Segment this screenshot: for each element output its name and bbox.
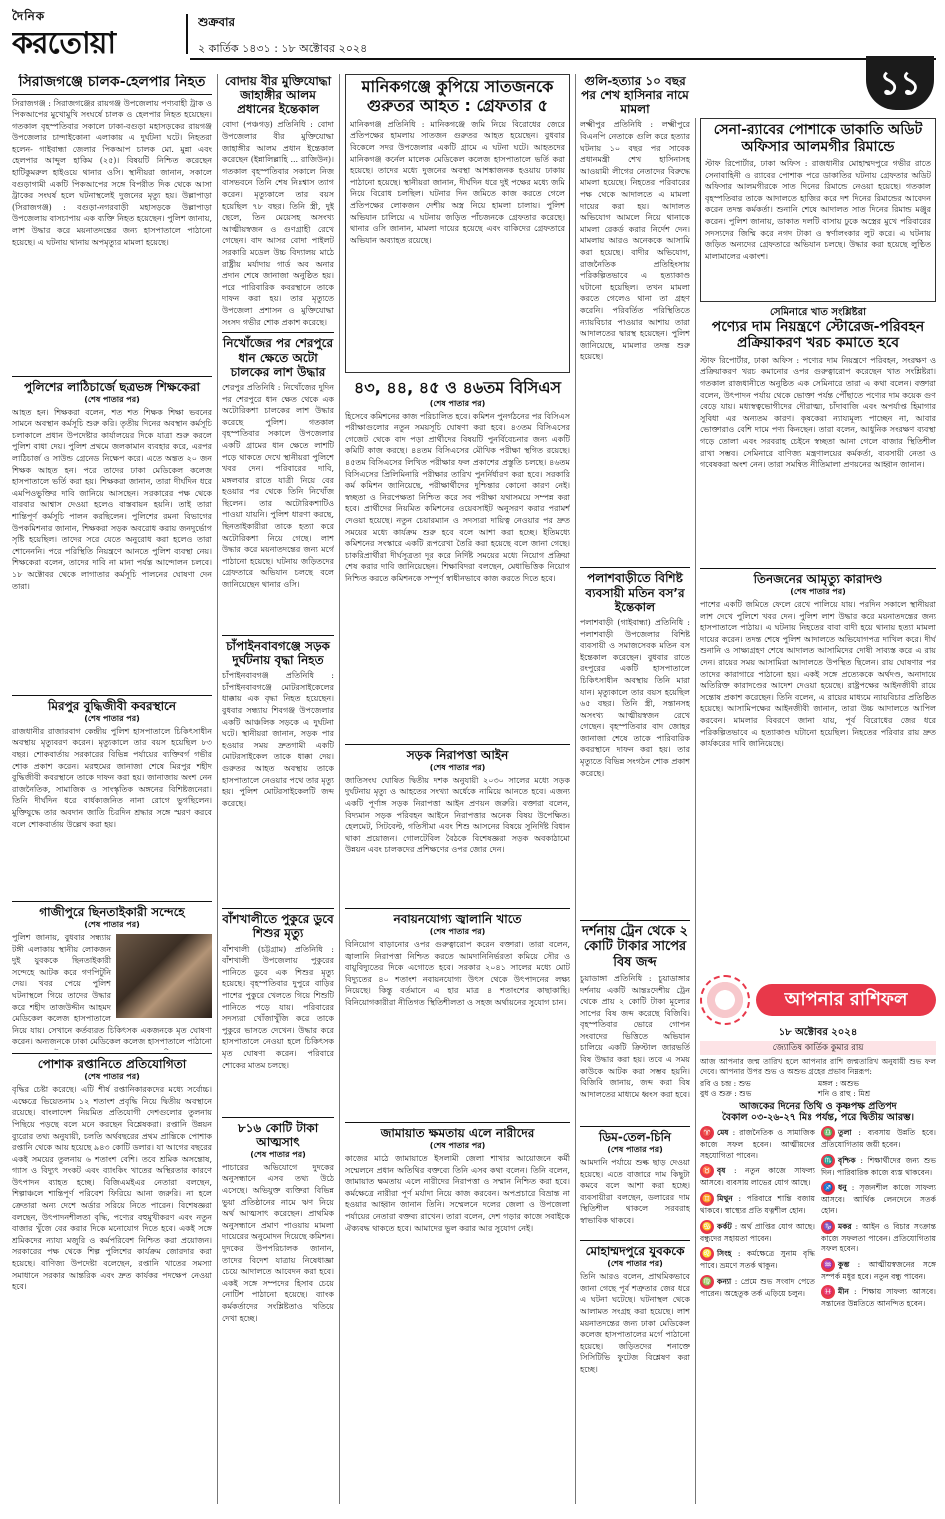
divider	[345, 1122, 570, 1123]
article-byline: (শেষ পাতার পর)	[84, 919, 140, 929]
article-headline: বোদায় বীর মুক্তিযোদ্ধা জাহাঙ্গীর আলম প্রধানের ইন্তেকাল	[224, 74, 332, 117]
zodiac-column-right	[821, 1126, 936, 1313]
tithi-time: বৈকাল ০৩-২৬-২৭ মিঃ পর্যন্ত, পরে দ্বিতীয় আরম্ভ।	[721, 1112, 915, 1124]
article-headline: পলাশবাড়ীতে বিশিষ্ট ব্যবসায়ী মতিন বস’র ইন্তেকাল	[585, 571, 685, 614]
article-headline: গাজীপুরে ছিনতাইকারী সন্দেহে	[39, 904, 185, 919]
divider	[222, 1117, 334, 1118]
zodiac-entry: ♑ মকর : আইন ও বিচার সংক্রান্ত কাজে সফলতা পাবেন। প্রতিযোগিতায় সফল হবেন।	[821, 1221, 936, 1254]
center-column	[345, 74, 570, 1509]
column-5	[700, 118, 936, 1513]
divider	[222, 332, 334, 333]
article-byline: (শেষ পাতার পর)	[429, 762, 486, 772]
article-with-photo	[12, 932, 212, 1050]
article-body: জাতিসংঘ ঘোষিত দ্বিতীয় দশক অনুযায়ী ২০৩০ সালের মধ্যে সড়ক দুর্ঘটনায় মৃত্যু ও আহতের সংখ্যা অর্ধেকে নামিয়ে আনতে হবে। এজন্য একটি পূর্ণাঙ্গ সড়ক নিরাপত্তা আইন প্রণয়ন জরুরি। বক্তারা বলেন, বিদ্যমান সড়ক পরিবহন আইনে নিরাপত্তার অনেক বিষয় উপেক্ষিত। হেলমেট, সিটবেল্ট, গতিসীমা এবং শিশু আসনের বিষয়ে সুনির্দিষ্ট বিধান থাকা প্রয়োজন। গোলটেবিল বৈঠকে বিশেষজ্ঞরা সড়ক অবকাঠামো উন্নয়ন এবং চালকদের প্রশিক্ষণের ওপর জোর দেন।	[345, 775, 570, 855]
article-byline: (শেষ পাতার পর)	[429, 926, 486, 936]
gemini-icon: ♊	[700, 1192, 714, 1206]
article-box	[700, 118, 936, 302]
article-byline: (শেষ পাতার পর)	[250, 1149, 306, 1159]
article-body: বাঁশখালী (চট্টগ্রাম) প্রতিনিধি : বাঁশখালী উপজেলায় পুকুরের পানিতে ডুবে এক শিশুর মৃত্যু হয়েছে। বৃহস্পতিবার দুপুরে বাড়ির পাশের পুকুরে খেলতে গিয়ে শিশুটি পানিতে পড়ে যায়। পরিবারের সদস্যরা খোঁজাখুঁজি করে তাকে পুকুরে ভাসতে দেখেন। উদ্ধার করে হাসপাতালে নেওয়া হলে চিকিৎসক মৃত ঘোষণা করেন। পরিবারে শোকের মাতম চলছে।	[222, 944, 334, 1070]
article-headline: গুলি-হত্যার ১০ বছর পর শেখ হাসিনার নামে মামলা	[581, 74, 689, 117]
zodiac-entry: ♈ মেষ : রাজনৈতিক ও সামাজিক কাজে সফল হবেন। আত্মীয়দের সহযোগিতা পাবেন।	[700, 1128, 815, 1160]
article-body: তিনি আরও বলেন, প্রাথমিকভাবে জানা গেছে পূর্ব শত্রুতার জের ধরে এ ঘটনা ঘটেছে। ঘটনাস্থল থেকে আলামত সংগ্রহ করা হয়েছে। লাশ ময়নাতদন্তের জন্য ঢাকা মেডিকেল কলেজ হাসপাতালের মর্গে পাঠানো হয়েছে। জড়িতদের শনাক্তে সিসিটিভি ফুটেজ বিশ্লেষণ করা হচ্ছে।	[580, 1272, 690, 1374]
horoscope-intro: আজ আপনার জন্ম তারিখ হলে আপনার রাশি জন্মতারিখ অনুযায়ী শুভ ফল দেবে। আপনার উপর শুভ ও অশুভ গ্রহের প্রভাব নিম্নরূপ:	[700, 1056, 936, 1076]
divider	[12, 901, 212, 902]
column-1	[12, 74, 212, 1509]
lead-headline: মানিকগঞ্জে কুপিয়ে সাতজনকে গুরুতর আহত : গ্রেফতার ৫	[361, 77, 554, 115]
divider	[222, 908, 334, 909]
article-body: আহত হন। শিক্ষকরা বলেন, শত শত শিক্ষক শিক্ষা ভবনের সামনে অবস্থান কর্মসূচি শুরু করি। তৃতীয় দিনের অবস্থান কর্মসূচি চলাকালে প্রধান উপদেষ্টার কার্যালয়ের দিকে যাত্রা শুরু করলে পুলিশ বাধা দেয়। পুলিশ প্রথমে জলকামান ব্যবহার করে, এরপর লাঠিচার্জ ও সাউন্ড গ্রেনেড নিক্ষেপ করে। এতে অন্তত ২০ জন শিক্ষক আহত হন। পরে তাদের ঢাকা মেডিকেল কলেজ হাসপাতালে ভর্তি করা হয়। শিক্ষকরা জানান, তারা দীর্ঘদিন ধরে এমপিওভুক্তির দাবি জানিয়ে আসছেন। সরকারের পক্ষ থেকে বারবার আশ্বাস দেওয়া হলেও বাস্তবায়ন হয়নি। তাই তারা শান্তিপূর্ণ কর্মসূচি পালন করছিলেন। পুলিশের রমনা বিভাগের উপকমিশনার জানান, শিক্ষকরা সড়ক অবরোধ করায় জনদুর্ভোগ সৃষ্টি হয়েছিল। তাদের সরে যেতে অনুরোধ করা হলেও তারা শোনেননি। পরে পরিস্থিতি নিয়ন্ত্রণে আনতে পুলিশ ব্যবস্থা নেয়। শিক্ষকেরা বলেন, তাদের দাবি না মানা পর্যন্ত আন্দোলন চলবে। ১৮ অক্টোবর থেকে লাগাতার কর্মসূচি পালনের ঘোষণা দেন তারা।	[12, 407, 212, 591]
column-2	[222, 74, 334, 1509]
divider	[580, 920, 690, 921]
article-body: শেরপুর প্রতিনিধি : নিখোঁজের দুদিন পর শেরপুরে ধান ক্ষেত থেকে এক অটোরিকশা চালকের লাশ উদ্ধার করেছে পুলিশ। গতকাল বৃহস্পতিবার সকালে উপজেলার একটি গ্রামের ধান ক্ষেতে লাশটি পড়ে থাকতে দেখে স্থানীয়রা পুলিশে খবর দেন। পরিবারের দাবি, মঙ্গলবার রাতে যাত্রী নিয়ে বের হওয়ার পর থেকে তিনি নিখোঁজ ছিলেন। তার অটোরিকশাটিও পাওয়া যায়নি। পুলিশ ধারণা করছে, ছিনতাইকারীরা তাকে হত্যা করে অটোরিকশা নিয়ে গেছে। লাশ উদ্ধার করে ময়নাতদন্তের জন্য মর্গে পাঠানো হয়েছে। ঘটনায় জড়িতদের গ্রেফতারে অভিযান চলছে বলে জানিয়েছেন থানার ওসি।	[222, 382, 334, 590]
article-headline: পুলিশের লাঠিচার্জে ছত্রভঙ্গ শিক্ষকেরা	[24, 379, 200, 394]
libra-icon: ♎	[821, 1126, 835, 1140]
column-4	[580, 74, 690, 1509]
article-body: হিসেবে কমিশনের কাজ পরিচালিত হবে। কমিশন পুনর্গঠনের পর বিসিএস পরীক্ষাগুলোর নতুন সময়সূচি ঘোষণা করা হবে। ৪৩তম বিসিএসের গেজেট থেকে বাদ পড়া প্রার্থীদের বিষয়টি পুনর্বিবেচনার জন্য একটি কমিটি কাজ করছে। ৪৪তম বিসিএসের মৌখিক পরীক্ষা স্থগিত রয়েছে। ৪৫তম বিসিএসের লিখিত পরীক্ষার ফল প্রকাশের প্রস্তুতি চলছে। ৪৬তম বিসিএসের প্রিলিমিনারি পরীক্ষার তারিখ পুনর্নির্ধারণ করা হবে। সরকারি কর্ম কমিশন জানিয়েছে, পরীক্ষার্থীদের দুশ্চিন্তার কোনো কারণ নেই। স্বচ্ছতা ও নিরপেক্ষতা নিশ্চিত করে সব পরীক্ষা যথাসময়ে সম্পন্ন করা হবে। প্রার্থীদের নিয়মিত কমিশনের ওয়েবসাইট অনুসরণ করার পরামর্শ দেওয়া হয়েছে। নতুন চেয়ারম্যান ও সদস্যরা দায়িত্ব নেওয়ার পর দ্রুত সময়ের মধ্যে কার্যক্রম শুরু হবে বলে আশা করা হচ্ছে। ইতিমধ্যে কমিশনের সংস্কারে একটি রূপরেখা তৈরি করা হয়েছে বলে জানা গেছে। চাকরিপ্রার্থীরা দীর্ঘসূত্রতা দূর করে নির্দিষ্ট সময়ের মধ্যে নিয়োগ প্রক্রিয়া শেষ করার দাবি জানিয়েছেন। শিক্ষাবিদরা বলছেন, মেধাভিত্তিক নিয়োগ নিশ্চিত করতে কমিশনকে সম্পূর্ণ স্বাধীনভাবে কাজ করতে দিতে হবে।	[345, 411, 570, 583]
planet-list	[700, 1079, 936, 1099]
zodiac-entry: ♊ মিথুন : পরিবারে শান্তি বজায় থাকবে। স্বাস্থ্যের প্রতি যত্নশীল হোন।	[700, 1194, 815, 1215]
news-photo	[116, 934, 212, 1018]
aries-icon: ♈	[700, 1126, 714, 1140]
zodiac-entry: ♍ কন্যা : প্রেমে শুভ সংবাদ পেতে পারেন। অহেতুক তর্ক এড়িয়ে চলুন।	[700, 1276, 815, 1298]
divider	[700, 568, 936, 569]
article-byline: (শেষ পাতার পর)	[84, 394, 140, 404]
article-headline: নবায়নযোগ্য জ্বালানি খাতে	[393, 911, 522, 926]
planet-item: মঙ্গল : অশুভ	[818, 1078, 860, 1088]
pisces-icon: ♓	[821, 1285, 835, 1299]
article-byline: (শেষ পাতার পর)	[429, 398, 486, 408]
zodiac-entry: ♓ মীন : শিক্ষায় সাফল্য আসবে। সন্তানের উন্নতিতে আনন্দিত হবেন।	[821, 1287, 936, 1309]
article-byline: (শেষ পাতার পর)	[84, 713, 140, 723]
horoscope-author: জ্যোতিষ কার্তিক কুমার রায়	[700, 1041, 936, 1055]
zodiac-wheel-icon	[700, 975, 750, 1025]
zodiac-entry: ♎ তুলা : ব্যবসায় উন্নতি হবে। প্রতিযোগিতায় জয়ী হবেন।	[821, 1128, 936, 1150]
article-body: স্টাফ রিপোর্টার, ঢাকা অফিস : রাজধানীর মোহাম্মদপুরে গভীর রাতে সেনাবাহিনী ও র‌্যাবের পোশাক পরে ডাকাতির ঘটনায় গ্রেফতার অডিট অফিসার আলমগীরকে সাত দিনের রিমান্ডে নেওয়া হয়েছে। গতকাল বৃহস্পতিবার তাকে আদালতে হাজির করে দশ দিনের রিমান্ডের আবেদন করেন তদন্ত কর্মকর্তা। শুনানি শেষে আদালত সাত দিনের রিমান্ড মঞ্জুর করেন। পুলিশ জানায়, ডাকাত দলটি বাসায় ঢুকে অস্ত্রের মুখে পরিবারের সদস্যদের জিম্মি করে নগদ টাকা ও স্বর্ণালংকার লুট করে। এ ঘটনায় জড়িত অন্যদের গ্রেফতারে অভিযান চলছে। উদ্ধার করা হয়েছে লুণ্ঠিত মালামালের একাংশ।	[705, 159, 931, 261]
horoscope-date: ১৮ অক্টোবর ২০২৪	[778, 1027, 858, 1039]
taurus-icon: ♉	[700, 1164, 714, 1178]
article-byline: (শেষ পাতার পর)	[607, 1145, 663, 1155]
capricorn-icon: ♑	[821, 1220, 835, 1234]
article-headline: নিখোঁজের পর শেরপুরে ধান ক্ষেতে অটো চালকের লাশ উদ্ধার	[222, 336, 334, 379]
article-headline: সেনা-র‌্যাবের পোশাকে ডাকাতি অডিট অফিসার আলমগীর রিমান্ডে	[713, 122, 923, 155]
column-rule	[339, 74, 340, 1504]
article-byline: (শেষ পাতার পর)	[790, 587, 846, 597]
article-body: কাজের মাঠে জামায়াতে ইসলামী জেলা শাখার আয়োজনে কর্মী সম্মেলনে প্রধান অতিথির বক্তব্যে তিনি এসব কথা বলেন। তিনি বলেন, জামায়াত ক্ষমতায় এলে নারীদের নিরাপত্তা ও সম্মান নিশ্চিত করা হবে। কর্মক্ষেত্রে নারীরা পূর্ণ মর্যাদা নিয়ে কাজ করবেন। অপপ্রচারে বিভ্রান্ত না হওয়ার আহ্বান জানান তিনি। সম্মেলনে দলের জেলা ও উপজেলা পর্যায়ের নেতারা বক্তব্য রাখেন। তারা বলেন, দেশ গড়ার কাজে সবাইকে ঐক্যবদ্ধ থাকতে হবে। আমাদের ভুল করার আর সুযোগ নেই।	[345, 1154, 570, 1233]
zodiac-entry: ♐ ধনু : সৃজনশীল কাজে সাফল্য আসবে। আর্থিক লেনদেনে সতর্ক হোন।	[821, 1183, 936, 1215]
article-body: স্টাফ রিপোর্টার, ঢাকা অফিস : পণ্যের দাম নিয়ন্ত্রণে পরিবহন, সংরক্ষণ ও প্রক্রিয়াকরণ খরচ কমানোর ওপর গুরুত্বারোপ করেছেন খাত সংশ্লিষ্টরা। গতকাল রাজধানীতে অনুষ্ঠিত এক সেমিনারে তারা এ কথা বলেন। বক্তারা বলেন, উৎপাদন পর্যায় থেকে ভোক্তা পর্যন্ত পৌঁছাতে পণ্যের দাম কয়েক গুণ বেড়ে যায়। মধ্যস্বত্বভোগীদের দৌরাত্ম্য, চাঁদাবাজি এবং অপর্যাপ্ত হিমাগার সুবিধা এর অন্যতম কারণ। কৃষকেরা ন্যায্যমূল্য পাচ্ছেন না, আবার ভোক্তারাও বেশি দামে পণ্য কিনছেন। তারা বলেন, আধুনিক সংরক্ষণ ব্যবস্থা গড়ে তোলা এবং সরবরাহ চেইনে স্বচ্ছতা আনা গেলে বাজার স্থিতিশীল রাখা সম্ভব। সেমিনারে বাণিজ্য মন্ত্রণালয়ের কর্মকর্তা, ব্যবসায়ী নেতা ও গবেষকরা অংশ নেন। তারা সমন্বিত নীতিমালা প্রণয়নের আহ্বান জানান।	[700, 355, 936, 470]
zodiac-entry: ♋ কর্কট : অর্থ প্রাপ্তির যোগ আছে। বন্ধুদের সহায়তা পাবেন।	[700, 1221, 815, 1243]
article-headline: সড়ক নিরাপত্তা আইন	[406, 747, 509, 762]
article-body: বৃদ্ধির চেষ্টা করেছে। এটি শীর্ষ রপ্তানিকারকদের মধ্যে সর্বোচ্চ। এক্ষেত্রে ভিয়েতনাম ১২ শতাংশ প্রবৃদ্ধি নিয়ে দ্বিতীয় অবস্থানে রয়েছে। বাংলাদেশ নিয়মিত প্রতিযোগী দেশগুলোর তুলনায় পিছিয়ে পড়ছে বলে মনে করছেন বিশ্লেষকরা। রপ্তানি উন্নয়ন ব্যুরোর তথ্য অনুযায়ী, চলতি অর্থবছরের প্রথম প্রান্তিকে পোশাক রপ্তানি থেকে আয় হয়েছে ৯৪৩ কোটি ডলার। যা আগের বছরের একই সময়ের তুলনায় ৬ শতাংশ বেশি। তবে শ্রমিক অসন্তোষ, গ্যাস ও বিদ্যুৎ সংকট এবং ব্যাংকিং খাতের অস্থিরতার কারণে উৎপাদন ব্যাহত হচ্ছে। বিজিএমইএর নেতারা বলছেন, শিল্পাঞ্চলে শান্তিপূর্ণ পরিবেশ ফিরিয়ে আনা জরুরি। না হলে ক্রেতারা অন্য দেশে অর্ডার সরিয়ে নিতে পারেন। বিশেষজ্ঞরা বলছেন, উৎপাদনশীলতা বৃদ্ধি, পণ্যের বহুমুখীকরণ এবং নতুন বাজার খুঁজে বের করার দিকে মনোযোগ দিতে হবে। একই সঙ্গে শ্রমিকদের ন্যায্য মজুরি ও কর্মপরিবেশ নিশ্চিত করা প্রয়োজন। সরকারের পক্ষ থেকে শিল্প পুলিশের কার্যক্রম জোরদার করা হয়েছে। বাণিজ্য উপদেষ্টা বলেছেন, রপ্তানি খাতের সমস্যা সমাধানে সরকার আন্তরিক এবং দ্রুত কার্যকর পদক্ষেপ নেওয়া হবে।	[12, 1085, 212, 1292]
article-headline: ৪৩, ৪৪, ৪৫ ও ৪৬তম বিসিএস	[353, 377, 562, 397]
article-body: পাচারের অভিযোগে দুদকের অনুসন্ধানে এসব তথ্য উঠে এসেছে। অভিযুক্ত ব্যক্তিরা বিভিন্ন ভুয়া প্রতিষ্ঠানের নামে ঋণ নিয়ে অর্থ আত্মসাৎ করেছেন। প্রাথমিক অনুসন্ধানে প্রমাণ পাওয়ায় মামলা দায়েরের অনুমোদন দিয়েছে কমিশন। দুদকের উপপরিচালক জানান, তাদের বিদেশ যাত্রায় নিষেধাজ্ঞা চেয়ে আদালতে আবেদন করা হবে। একই সঙ্গে সম্পদের হিসাব চেয়ে নোটিশ পাঠানো হয়েছে। ব্যাংক কর্মকর্তাদের সংশ্লিষ্টতাও খতিয়ে দেখা হচ্ছে।	[222, 1162, 334, 1323]
column-rule	[575, 74, 576, 1504]
sagittarius-icon: ♐	[821, 1181, 835, 1195]
lead-story-box	[345, 74, 570, 373]
aquarius-icon: ♒	[821, 1258, 835, 1272]
zodiac-column-left	[700, 1126, 815, 1313]
divider	[222, 635, 334, 636]
article-body: পলাশবাড়ী (গাইবান্ধা) প্রতিনিধি : পলাশবাড়ী উপজেলার বিশিষ্ট ব্যবসায়ী ও সমাজসেবক মতিন বস ইন্তেকাল করেছেন। বুধবার রাতে রংপুরের একটি হাসপাতালে চিকিৎসাধীন অবস্থায় তিনি মারা যান। মৃত্যুকালে তার বয়স হয়েছিল ৬৫ বছর। তিনি স্ত্রী, সন্তানসহ অসংখ্য আত্মীয়স্বজন রেখে গেছেন। বৃহস্পতিবার বাদ জোহর জানাজা শেষে তাকে পারিবারিক কবরস্থানে দাফন করা হয়। তার মৃত্যুতে বিভিন্ন সংগঠন শোক প্রকাশ করেছে।	[580, 617, 690, 778]
article-body: চাঁপাইনবাবগঞ্জ প্রতিনিধি : চাঁপাইনবাবগঞ্জে মোটরসাইকেলের ধাক্কায় এক বৃদ্ধা নিহত হয়েছেন। বুধবার সন্ধ্যায় শিবগঞ্জ উপজেলার একটি আঞ্চলিক সড়কে এ দুর্ঘটনা ঘটে। স্থানীয়রা জানান, সড়ক পার হওয়ার সময় দ্রুতগামী একটি মোটরসাইকেল তাকে ধাক্কা দেয়। গুরুতর আহত অবস্থায় তাকে হাসপাতালে নেওয়ার পথে তার মৃত্যু হয়। পুলিশ মোটরসাইকেলটি জব্দ করেছে।	[222, 671, 334, 808]
article-headline: চাঁপাইনবাবগঞ্জে সড়ক দুর্ঘটনায় বৃদ্ধা নিহত	[226, 638, 330, 668]
page-number: ১১	[866, 56, 934, 110]
article-headline: বাঁশখালীতে পুকুরে ডুবে শিশুর মৃত্যু	[222, 912, 334, 941]
article-headline: মোহাম্মদপুরে যুবককে	[585, 1244, 685, 1259]
article-byline: (শেষ পাতার পর)	[84, 1072, 140, 1082]
masthead-date: ২ কার্তিক ১৪৩১ : ১৮ অক্টোবর ২০২৪	[198, 42, 368, 55]
brand-top: দৈনিক	[12, 9, 46, 23]
scorpio-icon: ♏	[821, 1154, 835, 1168]
article-kicker: সেমিনারে খাত সংশ্লিষ্টরা	[769, 307, 867, 319]
article-body: রাজধানীর রাজারবাগ কেন্দ্রীয় পুলিশ হাসপাতালে চিকিৎসাধীন অবস্থায় মৃত্যুবরণ করেন। মৃত্যুকালে তার বয়স হয়েছিল ৮৩ বছর। শোকবার্তায় সরকারের বিভিন্ন পর্যায়ের ব্যক্তিবর্গ গভীর শোক প্রকাশ করেন। মরহুমের জানাজা শেষে মিরপুর শহীদ বুদ্ধিজীবী কবরস্থানে তাকে দাফন করা হয়। জানাজায় অংশ নেন রাজনৈতিক, সামাজিক ও সাংস্কৃতিক অঙ্গনের বিশিষ্টজনেরা। তিনি দীর্ঘদিন ধরে বার্ধক্যজনিত নানা রোগে ভুগছিলেন। মুক্তিযুদ্ধে তার অবদান জাতি চিরদিন শ্রদ্ধার সঙ্গে স্মরণ করবে বলে শোকবার্তায় উল্লেখ করা হয়।	[12, 726, 212, 829]
masthead-rule	[190, 58, 936, 60]
divider	[345, 744, 570, 745]
article-headline: সিরাজগঞ্জে চালক-হেলপার নিহত	[12, 74, 212, 95]
divider	[580, 567, 690, 568]
divider	[580, 1240, 690, 1241]
virgo-icon: ♍	[700, 1275, 714, 1289]
divider	[12, 695, 212, 696]
article-body: পাশের একটি জমিতে ফেলে রেখে পালিয়ে যায়। পরদিন সকালে স্থানীয়রা লাশ দেখে পুলিশে খবর দেন। পুলিশ লাশ উদ্ধার করে ময়নাতদন্তের জন্য হাসপাতালে পাঠায়। এ ঘটনায় নিহতের বাবা বাদী হয়ে থানায় হত্যা মামলা দায়ের করেন। তদন্ত শেষে পুলিশ আদালতে অভিযোগপত্র দাখিল করে। দীর্ঘ শুনানি ও সাক্ষ্যগ্রহণ শেষে আদালত আসামিদের দোষী সাব্যস্ত করে এ রায় দেন। রায়ের সময় আসামিরা আদালতে উপস্থিত ছিলেন। রায় ঘোষণার পর তাদের কারাগারে পাঠানো হয়। একই সঙ্গে প্রত্যেককে অর্থদণ্ড, অনাদায়ে অতিরিক্ত কারাদণ্ডের আদেশ দেওয়া হয়েছে। রাষ্ট্রপক্ষের আইনজীবী রায়ে সন্তোষ প্রকাশ করেছেন। তিনি বলেন, এ রায়ের মাধ্যমে ন্যায়বিচার প্রতিষ্ঠিত হয়েছে। আসামিপক্ষের আইনজীবী জানান, তারা উচ্চ আদালতে আপিল করবেন। মামলার বিবরণে জানা যায়, পূর্ব বিরোধের জের ধরে পরিকল্পিতভাবে এ হত্যাকাণ্ড ঘটানো হয়েছিল। নিহতের পরিবার রায় দ্রুত কার্যকরের দাবি জানিয়েছে।	[700, 600, 936, 749]
brand-name: করতোয়া	[12, 26, 116, 61]
article-body: বিনিয়োগ বাড়ানোর ওপর গুরুত্বারোপ করেন বক্তারা। তারা বলেন, জ্বালানি নিরাপত্তা নিশ্চিত করতে আমদানিনির্ভরতা কমিয়ে সৌর ও বায়ুবিদ্যুতের দিকে এগোতে হবে। সরকার ২০৪১ সালের মধ্যে মোট বিদ্যুতের ৪০ শতাংশ নবায়নযোগ্য উৎস থেকে উৎপাদনের লক্ষ্য নিয়েছে। কিন্তু বর্তমানে এ হার মাত্র ৪ শতাংশের কাছাকাছি। বিনিয়োগকারীরা নীতিগত স্থিতিশীলতা ও সহজ অর্থায়নের সুযোগ চান।	[345, 939, 570, 1007]
article-headline: দর্শনায় ট্রেন থেকে ২ কোটি টাকার সাপের বিষ জব্দ	[581, 923, 688, 970]
divider	[580, 1126, 690, 1127]
zodiac-grid	[700, 1126, 936, 1313]
divider	[12, 376, 212, 377]
article-body: বোদা (পঞ্চগড়) প্রতিনিধি : বোদা উপজেলার বীর মুক্তিযোদ্ধা জাহাঙ্গীর আলম প্রধান ইন্তেকাল করেছেন (ইন্নালিল্লাহি ... রাজিউন)। গতকাল বৃহস্পতিবার সকালে নিজ বাসভবনে তিনি শেষ নিঃশ্বাস ত্যাগ করেন। মৃত্যুকালে তার বয়স হয়েছিল ৭৮ বছর। তিনি স্ত্রী, দুই ছেলে, তিন মেয়েসহ অসংখ্য আত্মীয়স্বজন ও গুণগ্রাহী রেখে গেছেন। বাদ আসর বোদা পাইলট সরকারি মডেল উচ্চ বিদ্যালয় মাঠে রাষ্ট্রীয় মর্যাদায় গার্ড অব অনার প্রদান শেষে জানাজা অনুষ্ঠিত হয়। পরে পারিবারিক কবরস্থানে তাকে দাফন করা হয়। তার মৃত্যুতে উপজেলা প্রশাসন ও মুক্তিযোদ্ধা সংসদ গভীর শোক প্রকাশ করেছে।	[222, 120, 334, 327]
article-body: সিরাজগঞ্জ : সিরাজগঞ্জের রায়গঞ্জ উপজেলায় পণ্যবাহী ট্রাক ও পিকআপের মুখোমুখি সংঘর্ষে চালক ও হেলপার নিহত হয়েছেন। গতকাল বৃহস্পতিবার সকালে ঢাকা-বগুড়া মহাসড়কের রায়গঞ্জ উপজেলার চান্দাইকোনা এলাকায় এ দুর্ঘটনা ঘটে। নিহতরা হলেন- গাইবান্ধা জেলার পিকআপ চালক মো. মুন্না এবং হেলপার আব্দুল হাকিম (২৫)। বিষয়টি নিশ্চিত করেছেন হাটিকুমরুল হাইওয়ে থানার ওসি। স্থানীয়রা জানান, সকালে বগুড়াগামী একটি পিকআপের সঙ্গে বিপরীত দিক থেকে আসা ট্রাকের সংঘর্ষ হলে ঘটনাস্থলেই দুজনের মৃত্যু হয়। উল্লাপাড়া (সিরাজগঞ্জ) : বগুড়া-নগরবাড়ী মহাসড়কে উল্লাপাড়া উপজেলায় বাসচাপায় এক ব্যক্তি নিহত হয়েছেন। পুলিশ জানায়, লাশ উদ্ধার করে ময়নাতদন্তের জন্য হাসপাতালে পাঠানো হয়েছে। এ ঘটনায় থানায় অপমৃত্যুর মামলা হয়েছে।	[12, 98, 212, 247]
article-byline: (শেষ পাতার পর)	[607, 1259, 663, 1269]
zodiac-entry: ♌ সিংহ : কর্মক্ষেত্রে সুনাম বৃদ্ধি পাবে। ভ্রমণে সতর্ক থাকুন।	[700, 1249, 815, 1271]
divider	[345, 908, 570, 909]
divider	[12, 1053, 212, 1054]
planet-item: শনি ও রাহু : মিশ্র	[818, 1088, 871, 1098]
article-byline: (শেষ পাতার পর)	[429, 1141, 486, 1151]
horoscope-title: আপনার রাশিফল	[756, 984, 936, 1016]
article-body: আমদানি পর্যায়ে শুল্ক ছাড় দেওয়া হয়েছে। এতে বাজারে দাম কিছুটা কমবে বলে আশা করা হচ্ছে। ব্যবসায়ীরা বলছেন, ডলারের দাম স্থিতিশীল থাকলে সরবরাহ স্বাভাবিক থাকবে।	[580, 1158, 690, 1226]
leo-icon: ♌	[700, 1247, 714, 1261]
masthead-separator	[186, 14, 188, 54]
article-headline: জামায়াত ক্ষমতায় এলে নারীদের	[380, 1125, 535, 1140]
article-body: লক্ষ্মীপুর প্রতিনিধি : লক্ষ্মীপুরে বিএনপি নেতাকে গুলি করে হত্যার ঘটনায় ১০ বছর পর সাবেক প্রধানমন্ত্রী শেখ হাসিনাসহ আওয়ামী লীগের নেতাদের বিরুদ্ধে মামলা হয়েছে। নিহতের পরিবারের পক্ষ থেকে আদালতে এ মামলা দায়ের করা হয়। আদালত অভিযোগ আমলে নিয়ে থানাকে মামলা রেকর্ড করার নির্দেশ দেন। মামলায় আরও অনেককে আসামি করা হয়েছে। বাদীর অভিযোগ, রাজনৈতিক প্রতিহিংসায় পরিকল্পিতভাবে এ হত্যাকাণ্ড ঘটানো হয়েছিল। তখন মামলা করতে গেলেও থানা তা গ্রহণ করেনি। পরিবর্তিত পরিস্থিতিতে ন্যায়বিচার পাওয়ার আশায় তারা আদালতের দ্বারস্থ হয়েছেন। পুলিশ জানিয়েছে, মামলার তদন্ত শুরু হয়েছে।	[580, 120, 690, 362]
article-headline: মিরপুর বুদ্ধিজীবী কবরস্থানে	[47, 698, 177, 713]
masthead-day: শুক্রবার	[198, 15, 236, 29]
article-headline: ডিম-তেল-চিনি	[598, 1129, 672, 1144]
article-body: মানিকগঞ্জ প্রতিনিধি : মানিকগঞ্জে জমি নিয়ে বিরোধের জেরে প্রতিপক্ষের হামলায় সাতজন গুরুতর আহত হয়েছেন। বুধবার বিকেলে সদর উপজেলার একটি গ্রামে এ ঘটনা ঘটে। আহতদের মানিকগঞ্জ কর্নেল মালেক মেডিকেল কলেজ হাসপাতালে ভর্তি করা হয়েছে। তাদের মধ্যে দুজনের অবস্থা আশঙ্কাজনক হওয়ায় ঢাকায় পাঠানো হয়েছে। স্থানীয়রা জানান, দীর্ঘদিন ধরে দুই পক্ষের মধ্যে জমি নিয়ে বিরোধ চলছিল। ঘটনার দিন জমিতে কাজ করতে গেলে প্রতিপক্ষের লোকজন দেশীয় অস্ত্র নিয়ে হামলা চালায়। পুলিশ অভিযান চালিয়ে এ ঘটনায় জড়িত পাঁচজনকে গ্রেফতার করেছে। থানার ওসি জানান, মামলা দায়ের হয়েছে এবং বাকিদের গ্রেফতারে অভিযান অব্যাহত রয়েছে।	[350, 119, 565, 245]
zodiac-entry: ♒ কুম্ভ : আত্মীয়স্বজনের সঙ্গে সম্পর্ক মধুর হবে। নতুন বন্ধু পাবেন।	[821, 1259, 936, 1281]
cancer-icon: ♋	[700, 1220, 714, 1234]
masthead-logo	[12, 8, 182, 62]
tithi-heading: আজকের দিনের তিথি ও কৃষ্ণপক্ষ প্রতিপদ	[739, 1100, 897, 1112]
article-headline: পণ্যের দাম নিয়ন্ত্রণে স্টোরেজ-পরিবহন প্রক্রিয়াকরণ খরচ কমাতে হবে	[711, 318, 925, 352]
article-headline: পোশাক রপ্তানিতে প্রতিযোগিতা	[37, 1056, 187, 1071]
article-body: পুলিশ জানায়, বুধবার সন্ধ্যায় টঙ্গী এলাকায় স্থানীয় লোকজন দুই যুবককে ছিনতাইকারী সন্দেহে আটক করে গণপিটুনি দেয়। খবর পেয়ে পুলিশ ঘটনাস্থলে গিয়ে তাদের উদ্ধার করে শহীদ তাজউদ্দীন আহমদ মেডিকেল কলেজ হাসপাতালে নিয়ে যায়। সেখানে কর্তব্যরত চিকিৎসক একজনকে মৃত ঘোষণা করেন। অন্যজনকে ঢাকা মেডিকেল কলেজ হাসপাতালে পাঠানো	[12, 932, 212, 1047]
horoscope-section	[700, 975, 936, 1313]
article-headline: তিনজনের আমৃত্যু কারাদণ্ড	[753, 571, 883, 586]
zodiac-entry: ♏ বৃশ্চিক : শিক্ষার্থীদের জন্য শুভ দিন। পারিবারিক কাজে ব্যস্ত থাকবেন।	[821, 1155, 936, 1177]
article-headline: ৮১৬ কোটি টাকা আত্মসাৎ	[237, 1120, 319, 1149]
article-body: চুয়াডাঙ্গা প্রতিনিধি : চুয়াডাঙ্গার দর্শনায় একটি আন্তঃদেশীয় ট্রেন থেকে প্রায় ২ কোটি টাকা মূল্যের সাপের বিষ জব্দ করেছে বিজিবি। বৃহস্পতিবার ভোরে গোপন সংবাদের ভিত্তিতে অভিযান চালিয়ে একটি ক্রিস্টাল জারভর্তি বিষ উদ্ধার করা হয়। তবে এ সময় কাউকে আটক করা সম্ভব হয়নি। বিজিবি জানায়, জব্দ করা বিষ আদালতের মাধ্যমে ধ্বংস করা হবে।	[580, 973, 690, 1099]
planet-item: বুধ ও শুক্র : শুভ	[700, 1088, 752, 1098]
column-rule	[217, 74, 218, 1504]
planet-item: রবি ও চন্দ্র : শুভ	[700, 1078, 751, 1088]
column-rule	[695, 118, 696, 1504]
zodiac-entry: ♉ বৃষ : নতুন কাজে সাফল্য আসবে। ব্যবসায় লাভের যোগ আছে।	[700, 1166, 815, 1188]
